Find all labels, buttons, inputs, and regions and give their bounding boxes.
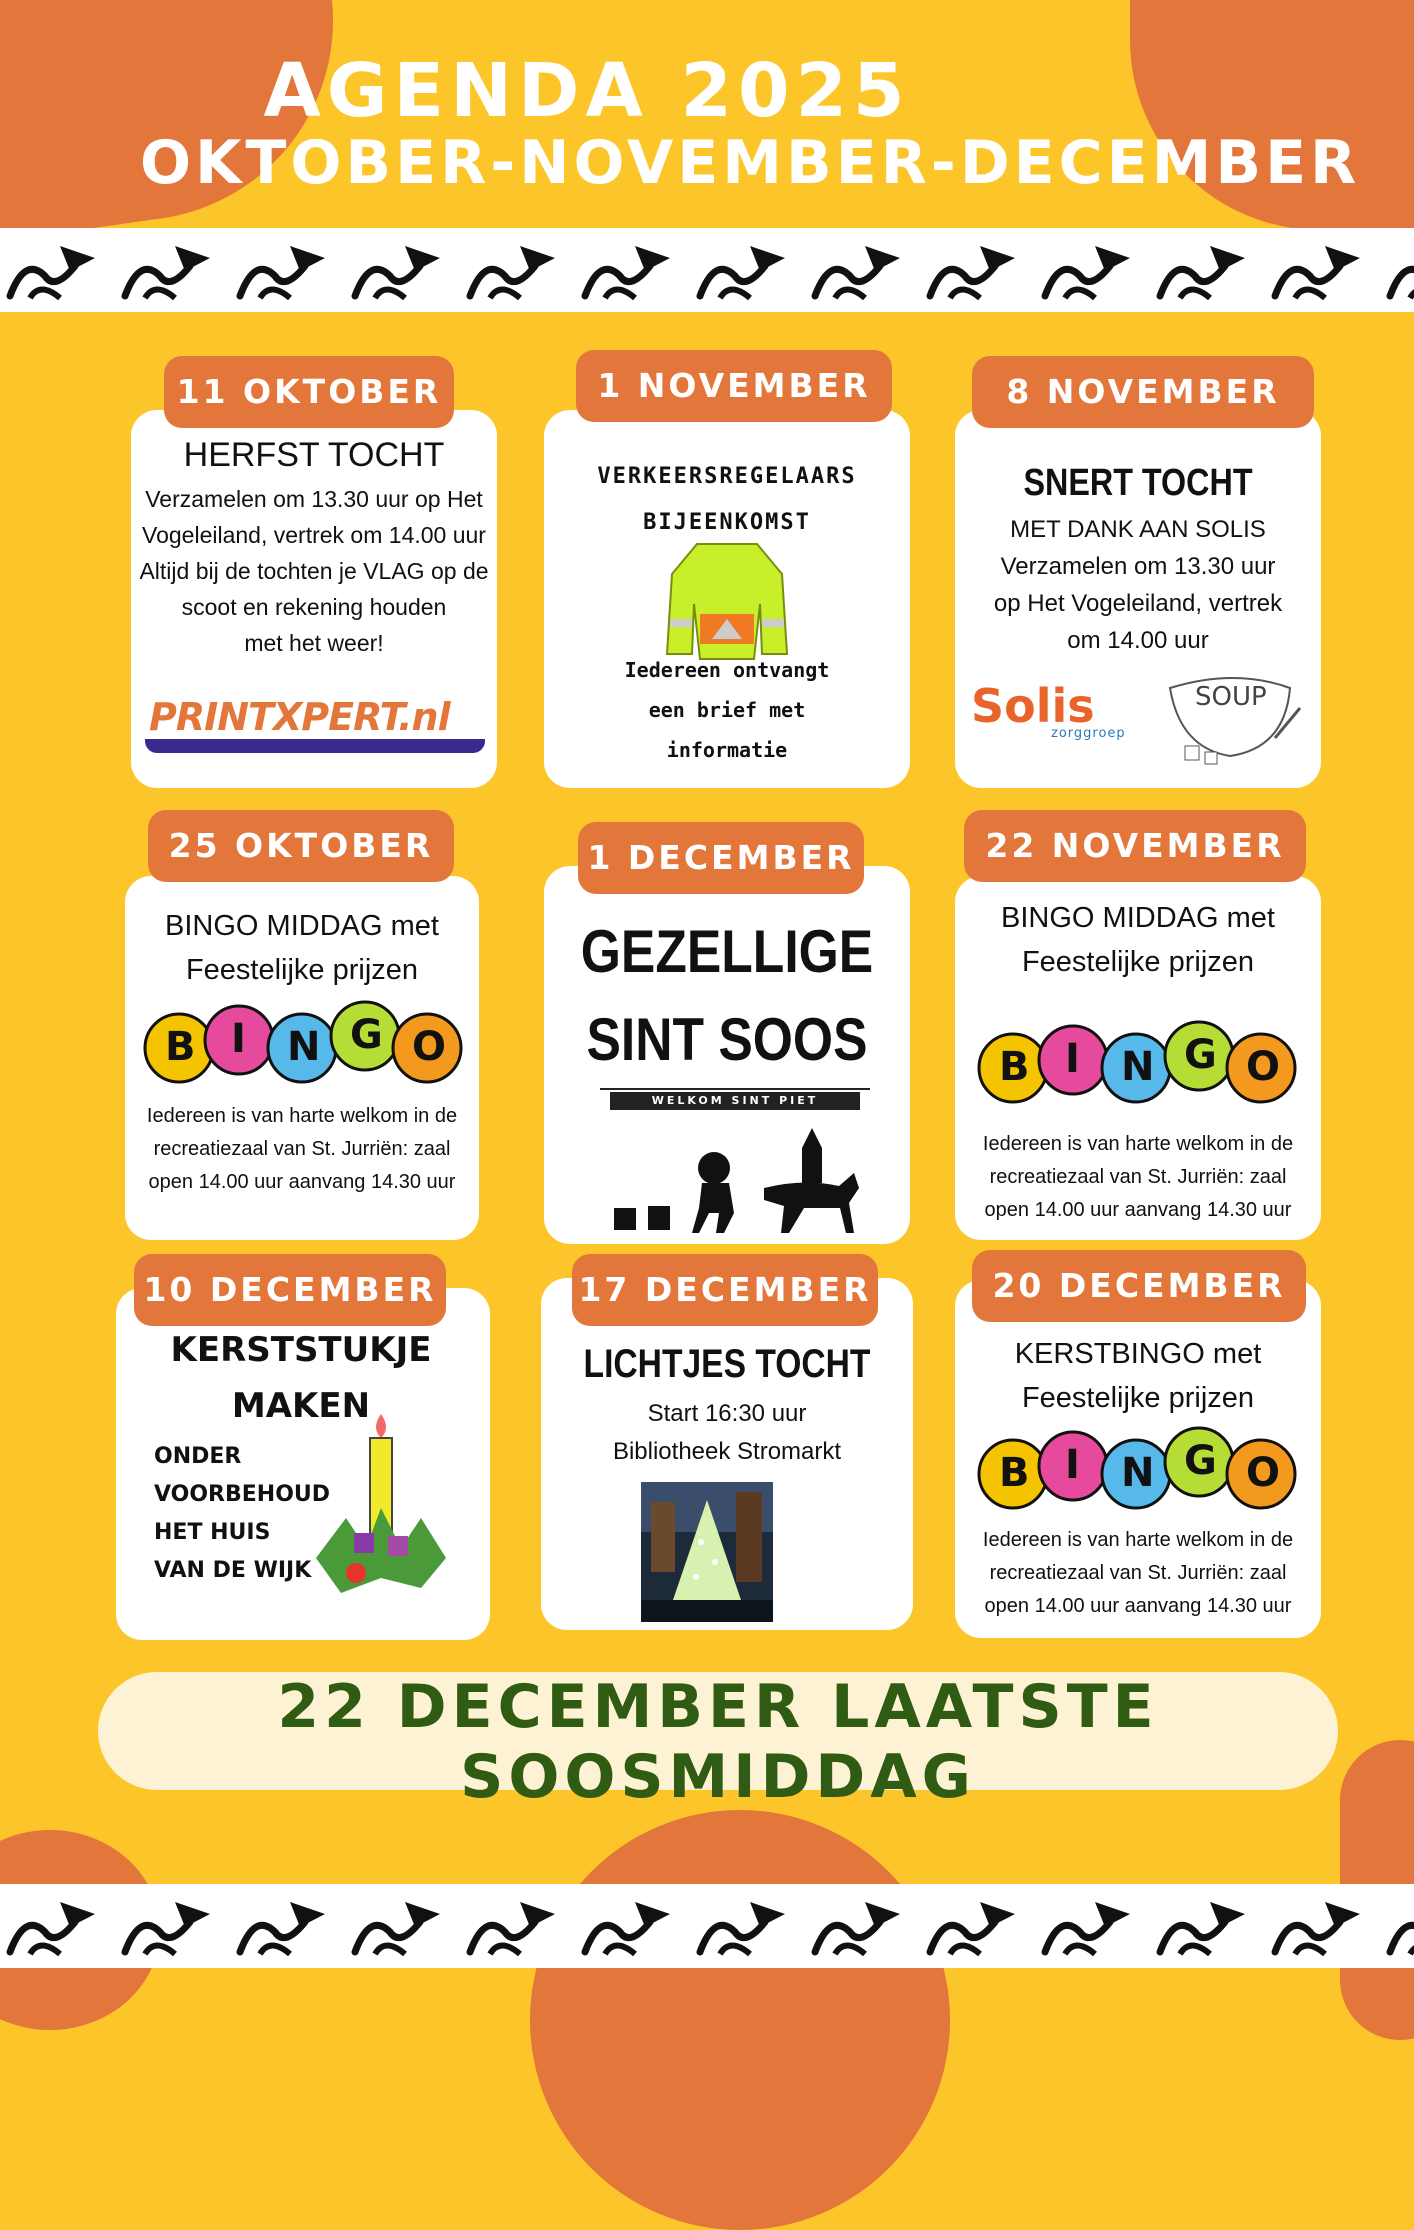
event-title: LICHTJES TOCHT — [583, 1342, 871, 1386]
event-title — [955, 896, 1321, 984]
event-title-line: BIJEENKOMST — [643, 510, 811, 535]
bingo-letter: O — [412, 1024, 447, 1070]
event-title-line: KERSTBINGO met — [1014, 1338, 1262, 1370]
bingo-letter: O — [1246, 1450, 1281, 1496]
bingo-letter: I — [1065, 1442, 1080, 1488]
event-card-bingo-22-november — [955, 876, 1321, 1240]
event-card-bingo-25-oktober — [125, 876, 479, 1240]
event-text — [955, 511, 1321, 659]
bingo-balls-icon — [973, 1016, 1303, 1106]
event-text-line: recreatiezaal van St. Jurriën: zaal — [989, 1562, 1287, 1584]
bingo-balls-icon — [973, 1422, 1303, 1512]
event-title — [125, 904, 479, 992]
bingo-letter: B — [999, 1044, 1030, 1090]
event-date: 11 OKTOBER — [164, 356, 454, 428]
event-text-line: Iedereen is van harte welkom in de — [982, 1529, 1294, 1551]
solis-logo — [971, 679, 1151, 742]
christmas-tree-photo — [641, 1482, 773, 1622]
event-title-line: Feestelijke prijzen — [1021, 1382, 1255, 1414]
decor-strip-bottom — [0, 1884, 1414, 1968]
bingo-letter: B — [999, 1450, 1030, 1496]
event-text-line: ONDER — [154, 1444, 242, 1469]
welcome-banner-text: WELKOM SINT PIET — [610, 1092, 860, 1110]
page-subtitle: OKTOBER-NOVEMBER-DECEMBER — [140, 128, 1361, 198]
event-title — [570, 908, 885, 1084]
printxpert-logo-text: PRINTXPERT.nl — [149, 695, 450, 739]
soup-bowl-icon — [1165, 668, 1305, 768]
event-date: 22 NOVEMBER — [964, 810, 1306, 882]
event-text-line: Verzamelen om 13.30 uur — [1000, 553, 1276, 580]
event-text-line: Vogeleiland, vertrek om 14.00 uur — [142, 522, 486, 548]
event-text-line: recreatiezaal van St. Jurriën: zaal — [989, 1166, 1287, 1188]
event-card-snert-tocht — [955, 410, 1321, 788]
event-text-line: Start 16:30 uur — [647, 1400, 807, 1427]
event-title-line: Feestelijke prijzen — [1021, 946, 1255, 978]
bingo-letter: B — [165, 1024, 196, 1070]
event-date: 17 DECEMBER — [572, 1254, 878, 1326]
bingo-letter: G — [1184, 1032, 1217, 1078]
event-title — [955, 1332, 1321, 1420]
event-date: 1 NOVEMBER — [576, 350, 892, 422]
bingo-balls-icon — [139, 996, 469, 1086]
event-text — [131, 481, 497, 661]
event-text-line: een brief met — [648, 698, 806, 722]
event-text-line: VOORBEHOUD — [154, 1482, 331, 1507]
event-date: 25 OKTOBER — [148, 810, 454, 882]
safety-jacket-icon — [662, 534, 792, 664]
event-card-lichtjes-tocht — [541, 1278, 913, 1630]
bingo-letter: N — [287, 1024, 321, 1070]
event-card-kerstbingo — [955, 1280, 1321, 1638]
event-title-line: VERKEERSREGELAARS — [597, 464, 857, 489]
event-text-line: scoot en rekening houden — [181, 594, 447, 620]
event-text — [955, 1128, 1321, 1227]
event-date: 20 DECEMBER — [972, 1250, 1306, 1322]
bingo-letter: I — [231, 1016, 246, 1062]
event-date: 1 DECEMBER — [578, 822, 864, 894]
event-text-line: Bibliotheek Stromarkt — [612, 1438, 842, 1465]
event-text-line: HET HUIS — [154, 1520, 271, 1545]
soup-text: SOUP — [1195, 682, 1267, 712]
decor-blob-bottom-center — [530, 1810, 950, 2230]
event-text-line: om 14.00 uur — [1067, 627, 1209, 654]
bingo-letter: I — [1065, 1036, 1080, 1082]
event-title-line: BINGO MIDDAG met — [165, 910, 439, 942]
decor-strip-top — [0, 228, 1414, 312]
event-text-line: Iedereen is van harte welkom in de — [146, 1105, 458, 1127]
christmas-candle-icon — [306, 1408, 456, 1608]
event-title-line: MAKEN — [231, 1386, 371, 1426]
event-text-line: MET DANK AAN SOLIS — [1010, 516, 1266, 543]
event-title-line: SINT SOOS — [586, 1006, 868, 1073]
event-text-line: Iedereen ontvangt — [624, 658, 830, 682]
event-card-sint-soos — [544, 866, 910, 1244]
event-text — [541, 1395, 913, 1471]
event-card-verkeersregelaars — [544, 410, 910, 788]
event-text-line: open 14.00 uur aanvang 14.30 uur — [984, 1199, 1292, 1221]
bingo-letter: G — [350, 1012, 383, 1058]
event-title-line: Feestelijke prijzen — [185, 954, 419, 986]
event-text-line: Altijd bij de tochten je VLAG op de — [139, 558, 489, 584]
solis-logo-text: Solis — [971, 679, 1095, 733]
event-text-line: open 14.00 uur aanvang 14.30 uur — [148, 1171, 456, 1193]
event-text-line: op Het Vogeleiland, vertrek — [993, 590, 1283, 617]
event-text-line: VAN DE WIJK — [154, 1558, 312, 1583]
bingo-letter: G — [1184, 1438, 1217, 1484]
event-title — [544, 454, 910, 546]
event-text — [125, 1100, 479, 1199]
event-text-line: Verzamelen om 13.30 uur op Het — [145, 486, 483, 512]
bingo-letter: N — [1121, 1450, 1155, 1496]
event-title-line: BINGO MIDDAG met — [1001, 902, 1275, 934]
footer-banner: 22 DECEMBER LAATSTE SOOSMIDDAG — [98, 1672, 1338, 1790]
event-date: 8 NOVEMBER — [972, 356, 1314, 428]
bingo-letter: N — [1121, 1044, 1155, 1090]
event-text-line: informatie — [666, 738, 788, 762]
event-date: 10 DECEMBER — [134, 1254, 446, 1326]
event-title-line: KERSTSTUKJE — [170, 1330, 432, 1370]
event-text — [544, 650, 910, 770]
event-text-line: met het weer! — [244, 630, 384, 656]
event-text-line: Iedereen is van harte welkom in de — [982, 1133, 1294, 1155]
event-text-line: open 14.00 uur aanvang 14.30 uur — [984, 1595, 1292, 1617]
scooter-pattern-icon — [0, 228, 1414, 312]
event-title: SNERT TOCHT — [1023, 462, 1253, 504]
event-text-line: recreatiezaal van St. Jurriën: zaal — [153, 1138, 451, 1160]
event-card-herfst-tocht — [131, 410, 497, 788]
event-title: HERFST TOCHT — [183, 436, 445, 474]
scooter-pattern-icon — [0, 1884, 1414, 1968]
printxpert-logo — [145, 695, 485, 755]
solis-logo-sub: zorggroep — [1051, 726, 1126, 741]
event-card-kerststukje — [116, 1288, 490, 1640]
event-text — [154, 1438, 330, 1590]
bingo-letter: O — [1246, 1044, 1281, 1090]
sinterklaas-silhouette-icon — [614, 1128, 874, 1238]
page-title: AGENDA 2025 — [263, 48, 911, 134]
event-text — [955, 1524, 1321, 1623]
event-title-line: GEZELLIGE — [580, 918, 874, 985]
welcome-banner — [600, 1088, 870, 1112]
